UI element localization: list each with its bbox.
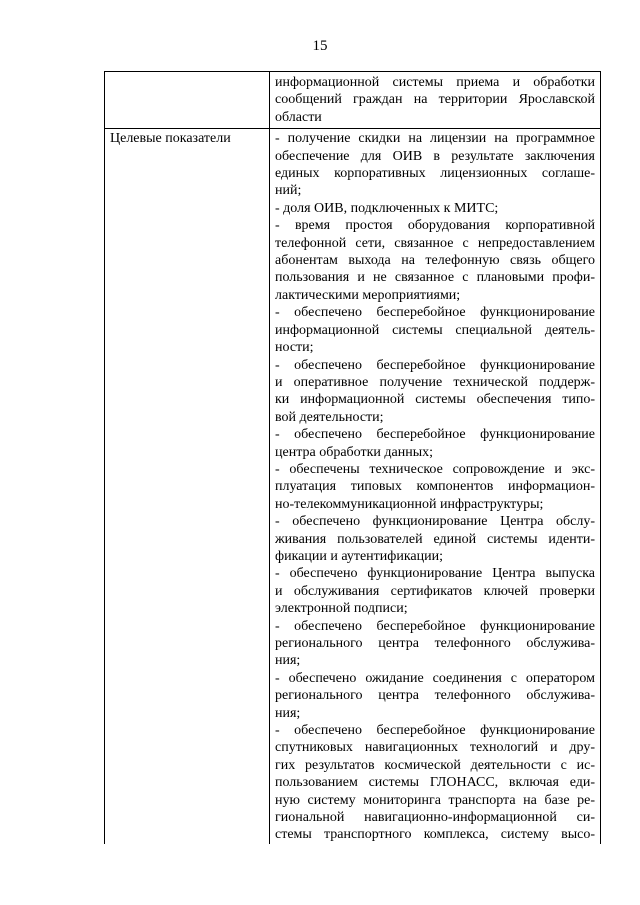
table-row-target-indicators xyxy=(105,129,601,844)
text-line: - доля ОИВ, подключенных к МИТС; xyxy=(275,200,499,216)
text-line: сообщений граждан на территории Ярославской xyxy=(275,92,595,108)
row-label-cell-empty xyxy=(105,72,270,129)
text-line: плуатация типовых компонентов информацион- xyxy=(275,479,595,495)
text-line: ки информационной системы обеспечения типо- xyxy=(275,392,595,408)
text-line: и оперативное получение технической поддерж- xyxy=(275,374,595,390)
text-line: живания пользователей единой системы иденти- xyxy=(275,531,595,547)
text-line: - обеспечено бесперебойное функционирование xyxy=(275,618,595,634)
text-line: центра обработки данных; xyxy=(275,444,434,460)
text-line: области xyxy=(275,109,322,125)
text-line: гих результатов космической деятельности с ис- xyxy=(275,757,595,773)
text-line: гиональной навигационно-информационной си- xyxy=(275,810,595,826)
document-table xyxy=(104,71,601,844)
text-line: - обеспечено бесперебойное функционирование xyxy=(275,427,595,443)
text-line: абонентам выхода на телефонную связь общего xyxy=(275,253,595,269)
text-line: но-телекоммуникационной инфраструктуры; xyxy=(275,496,544,512)
text-line: вой деятельности; xyxy=(275,409,384,425)
text-line: информационной системы специальной деятель- xyxy=(275,322,595,338)
text-line: ния; xyxy=(275,653,301,669)
text-line: пользования и не связанное с плановыми профи- xyxy=(275,270,595,286)
text-line: единых корпоративных лицензионных соглаше- xyxy=(275,166,595,182)
text-line: - обеспечено функционирование Центра обслу- xyxy=(275,514,595,530)
page-number: 15 xyxy=(312,38,328,54)
row-content-cell xyxy=(270,72,601,129)
text-line: телефонной сети, связанное с непредоставлением xyxy=(275,235,595,251)
text-line: пользованием системы ГЛОНАСС, включая еди- xyxy=(275,775,595,791)
text-line: информационной системы приема и обработки xyxy=(275,75,595,90)
text-line: фикации и аутентификации; xyxy=(275,548,444,564)
text-line: регионального центра телефонного обслужива- xyxy=(275,636,595,651)
row-label-cell xyxy=(105,129,270,844)
text-line: ную систему мониторинга транспорта на базе ре- xyxy=(275,792,595,808)
text-line: ности; xyxy=(275,340,314,356)
text-line: ний; xyxy=(275,183,302,199)
text-line: - обеспечено бесперебойное функционирование xyxy=(275,305,595,321)
row-label-target-indicators: Целевые показатели xyxy=(110,131,231,147)
text-line: лактическими мероприятиями; xyxy=(275,287,461,303)
row-content-cell xyxy=(270,129,601,844)
text-line: - обеспечены техническое сопровождение и экс- xyxy=(275,461,595,477)
text-line: ния; xyxy=(275,705,301,721)
text-line: - обеспечено ожидание соединения с оператором xyxy=(275,670,595,686)
text-line: регионального центра телефонного обслужива- xyxy=(275,688,595,704)
table-row-continuation xyxy=(105,72,601,129)
text-line: - время простоя оборудования корпоративной xyxy=(275,218,595,234)
text-line: стемы транспортного комплекса, систему высо- xyxy=(275,827,595,843)
text-line: - получение скидки на лицензии на программное xyxy=(275,131,595,147)
text-line: электронной подписи; xyxy=(275,601,408,617)
text-line: - обеспечено бесперебойное функционирование xyxy=(275,357,595,373)
text-line: обеспечение для ОИВ в результате заключения xyxy=(275,148,595,164)
text-line: спутниковых навигационных технологий и дру- xyxy=(275,740,595,756)
text-line: - обеспечено функционирование Центра выпуска xyxy=(275,566,595,582)
text-line: и обслуживания сертификатов ключей проверки xyxy=(275,583,595,599)
text-line: - обеспечено бесперебойное функционирование xyxy=(275,723,595,739)
